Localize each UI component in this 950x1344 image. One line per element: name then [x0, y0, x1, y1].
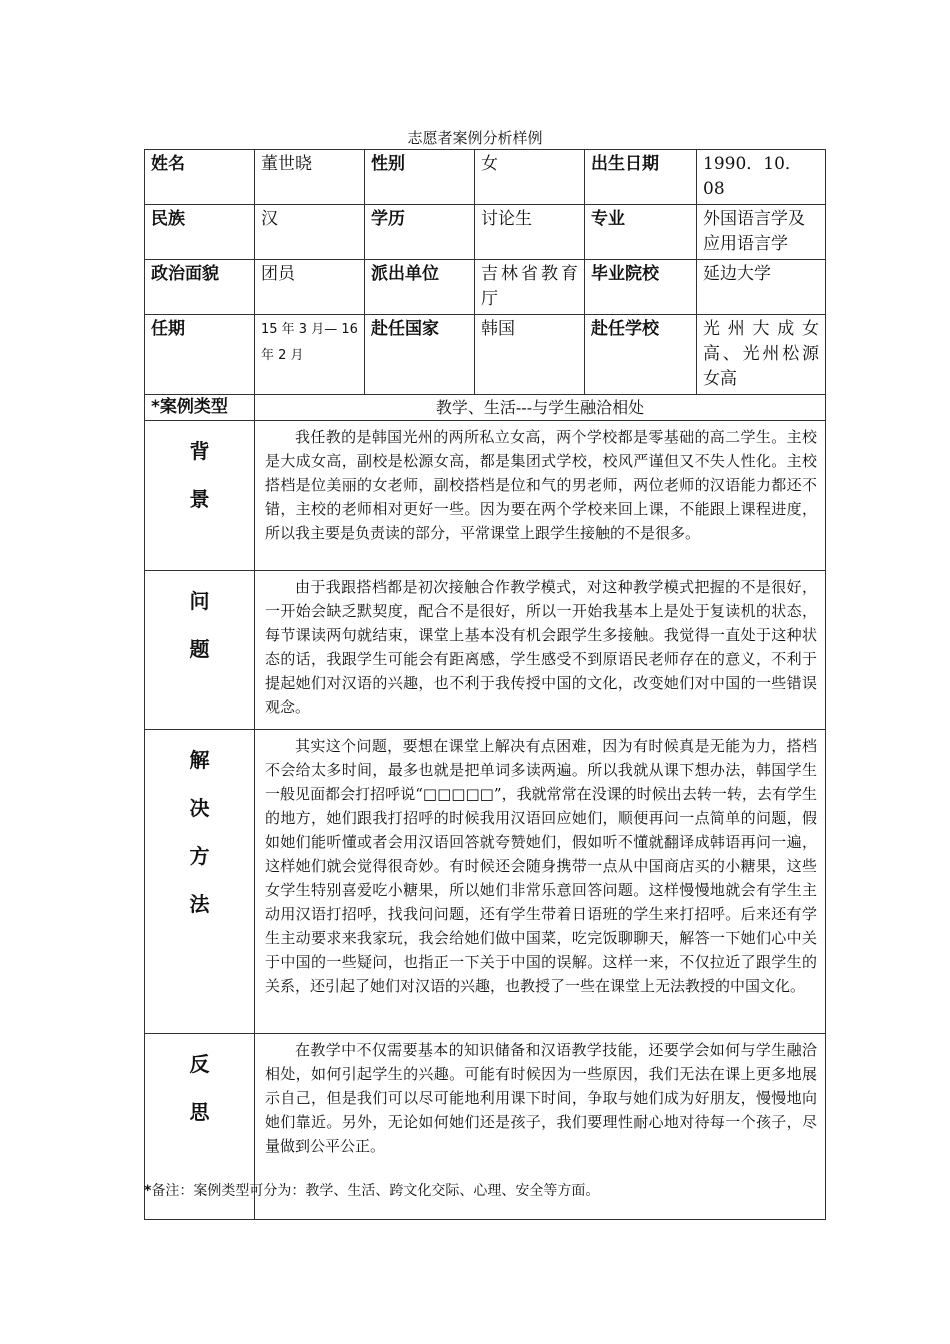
problem-text: 由于我跟搭档都是初次接触合作教学模式，对这种教学模式把握的不是很好，一开始会缺乏默契度，配合不是很好，所以一开始我基本上是处于复读机的状态，每节课读两句就结束，课堂上基本没有机会跟学生多接触。我觉得一直处于这种状态的话，我跟学生可能会有距离感，学生感受不到原语民老师存在的意义，不利于提起她们对汉语的兴趣，也不利于我传授中国的文化，改变她们对中国的一些错误观念。: [255, 571, 826, 730]
gender-label: 性别: [365, 150, 475, 205]
birth-label: 出生日期: [585, 150, 697, 205]
background-text: 我任教的是韩国光州的两所私立女高，两个学校都是零基础的高二学生。主校是大成女高，副校是松源女高，都是集团式学校，校风严谨但又不失人性化。主校搭档是位美丽的女老师，副校搭档是位和气的男老师，两位老师的汉语能力都还不错，主校的老师相对更好一些。因为要在两个学校来回上课，不能跟上课程进度，所以我主要是负责读的部分，平常课堂上跟学生接触的不是很多。: [255, 421, 826, 571]
dispatch-value: 吉林省教育厅: [475, 260, 585, 315]
dispatch-label: 派出单位: [365, 260, 475, 315]
reflection-text: 在教学中不仅需要基本的知识储备和汉语教学技能，还要学会如何与学生融洽相处，如何引起学生的兴趣。可能有时候因为一些原因，我们无法在课上更多地展示自己，但是我们可以尽可能地利用课下时间，争取与她们成为好朋友，慢慢地向她们靠近。另外，无论如何她们还是孩子，我们要理性耐心地对待每一个孩子，尽量做到公平公正。: [255, 1034, 826, 1220]
name-label: 姓名: [145, 150, 255, 205]
solution-label: 解 决 方 法: [145, 730, 255, 1034]
case-type-value: 教学、生活---与学生融洽相处: [255, 395, 826, 421]
case-table: [144, 149, 826, 1220]
term-value: 15 年 3 月— 16 年 2 月: [255, 315, 365, 395]
country-value: 韩国: [475, 315, 585, 395]
graduate-school-label: 毕业院校: [585, 260, 697, 315]
gender-value: 女: [475, 150, 585, 205]
political-label: 政治面貌: [145, 260, 255, 315]
background-label: 背 景: [145, 421, 255, 571]
major-value: 外国语言学及应用语言学: [697, 205, 826, 260]
solution-text: 其实这个问题，要想在课堂上解决有点困难，因为有时候真是无能为力，搭档不会给太多时间，最多也就是把单词多读两遍。所以我就从课下想办法，韩国学生一般见面都会打招呼说“□□□□□”，我就常常在没课的时候出去转一转，去有学生的地方，她们跟我打招呼的时候我用汉语回应她们，顺便再问一点简单的问题，假如她们能听懂或者会用汉语回答就夸赞她们，假如听不懂就翻译成韩语再问一遍，这样她们就会觉得很奇妙。有时候还会随身携带一点从中国商店买的小糖果，这些女学生特别喜爱吃小糖果，所以她们非常乐意回答问题。这样慢慢地就会有学生主动用汉语打招呼，找我问问题，还有学生带着日语班的学生来打招呼。后来还有学生主动要求来我家玩，我会给她们做中国菜，吃完饭聊聊天，解答一下她们心中关于中国的一些疑问，也指正一下关于中国的误解。这样一来，不仅拉近了跟学生的关系，还引起了她们对汉语的兴趣，也教授了一些在课堂上无法教授的中国文化。: [255, 730, 826, 1034]
school-label: 赴任学校: [585, 315, 697, 395]
name-value: 董世晓: [255, 150, 365, 205]
education-label: 学历: [365, 205, 475, 260]
problem-label: 问 题: [145, 571, 255, 730]
footnote: *备注：案例类型可分为：教学、生活、跨文化交际、心理、安全等方面。: [144, 1183, 600, 1199]
major-label: 专业: [585, 205, 697, 260]
ethnic-label: 民族: [145, 205, 255, 260]
political-value: 团员: [255, 260, 365, 315]
school-value: 光州大成女高、光州松源女高: [697, 315, 826, 395]
case-type-label: *案例类型: [145, 395, 255, 421]
birth-value: 1990．10．08: [697, 150, 826, 205]
page-title: 志愿者案例分析样例: [407, 129, 543, 147]
education-value: 讨论生: [475, 205, 585, 260]
reflection-label: 反 思: [145, 1034, 255, 1220]
ethnic-value: 汉: [255, 205, 365, 260]
term-label: 任期: [145, 315, 255, 395]
country-label: 赴任国家: [365, 315, 475, 395]
graduate-school-value: 延边大学: [697, 260, 826, 315]
